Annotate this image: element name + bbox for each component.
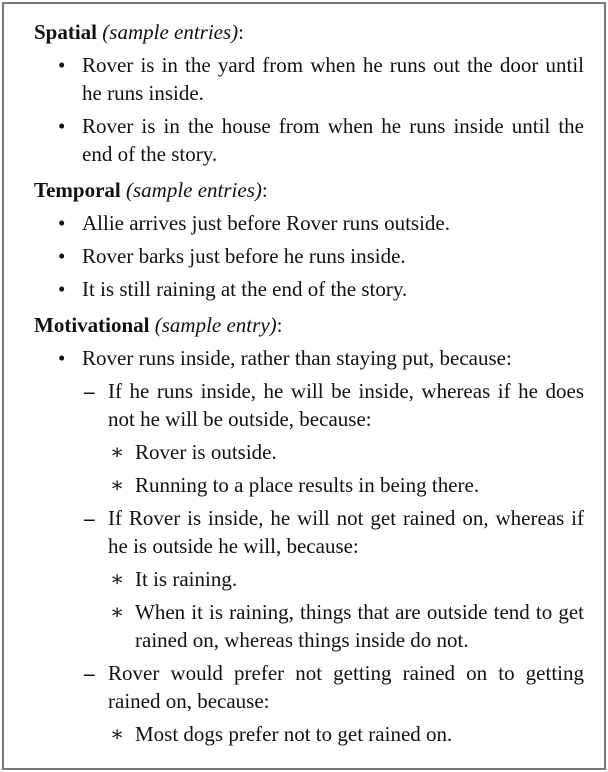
sub-reason-item: ∗ Most dogs prefer not to get rained on. bbox=[110, 722, 453, 746]
section-heading: Temporal (sample entries): bbox=[34, 178, 268, 202]
reason-item: – Rover would prefer not getting rained on to getting rained on, because: bbox=[84, 661, 584, 713]
bullet-icon: • bbox=[58, 114, 66, 138]
section-temporal bbox=[34, 176, 584, 303]
reason-item: – If he runs inside, he will be inside, whereas if he does not he will be outside, because: bbox=[84, 379, 584, 431]
sub-reason-item: ∗ Running to a place results in being there. bbox=[110, 473, 480, 497]
dash-icon: – bbox=[84, 506, 95, 530]
bullet-icon: • bbox=[58, 244, 66, 268]
star-icon: ∗ bbox=[110, 440, 125, 464]
star-icon: ∗ bbox=[110, 600, 125, 624]
sub-reason-item: ∗ It is raining. bbox=[110, 567, 238, 591]
star-icon: ∗ bbox=[110, 473, 125, 497]
list-item: • Rover is in the yard from when he runs out the door until he runs inside. bbox=[58, 53, 584, 105]
bullet-icon: • bbox=[58, 53, 66, 77]
section-spatial bbox=[34, 18, 584, 168]
section-motivational bbox=[34, 311, 584, 748]
star-icon: ∗ bbox=[110, 722, 125, 746]
section-heading: Spatial (sample entries): bbox=[34, 20, 245, 44]
dash-icon: – bbox=[84, 379, 95, 403]
bullet-icon: • bbox=[58, 277, 66, 301]
sub-reason-item: ∗ Rover is outside. bbox=[110, 440, 277, 464]
list-item: • Rover barks just before he runs inside. bbox=[58, 244, 406, 268]
section-heading: Motivational (sample entry): bbox=[34, 313, 283, 337]
bullet-icon: • bbox=[58, 211, 66, 235]
list-item: • Allie arrives just before Rover runs outside. bbox=[58, 211, 450, 235]
star-icon: ∗ bbox=[110, 567, 125, 591]
reason-item: – If Rover is inside, he will not get rained on, whereas if he is outside he will, because: bbox=[84, 506, 584, 558]
dash-icon: – bbox=[84, 661, 95, 685]
list-item: • It is still raining at the end of the story. bbox=[58, 277, 408, 301]
sub-reason-item: ∗ When it is raining, things that are outside tend to get rained on, whereas things inside do not. bbox=[110, 600, 584, 652]
figure-box bbox=[2, 2, 606, 770]
figure-content bbox=[34, 18, 584, 748]
list-item: • Rover is in the house from when he runs inside until the end of the story. bbox=[58, 114, 584, 166]
list-item: • Rover runs inside, rather than staying put, because: bbox=[58, 346, 512, 370]
bullet-icon: • bbox=[58, 346, 66, 370]
